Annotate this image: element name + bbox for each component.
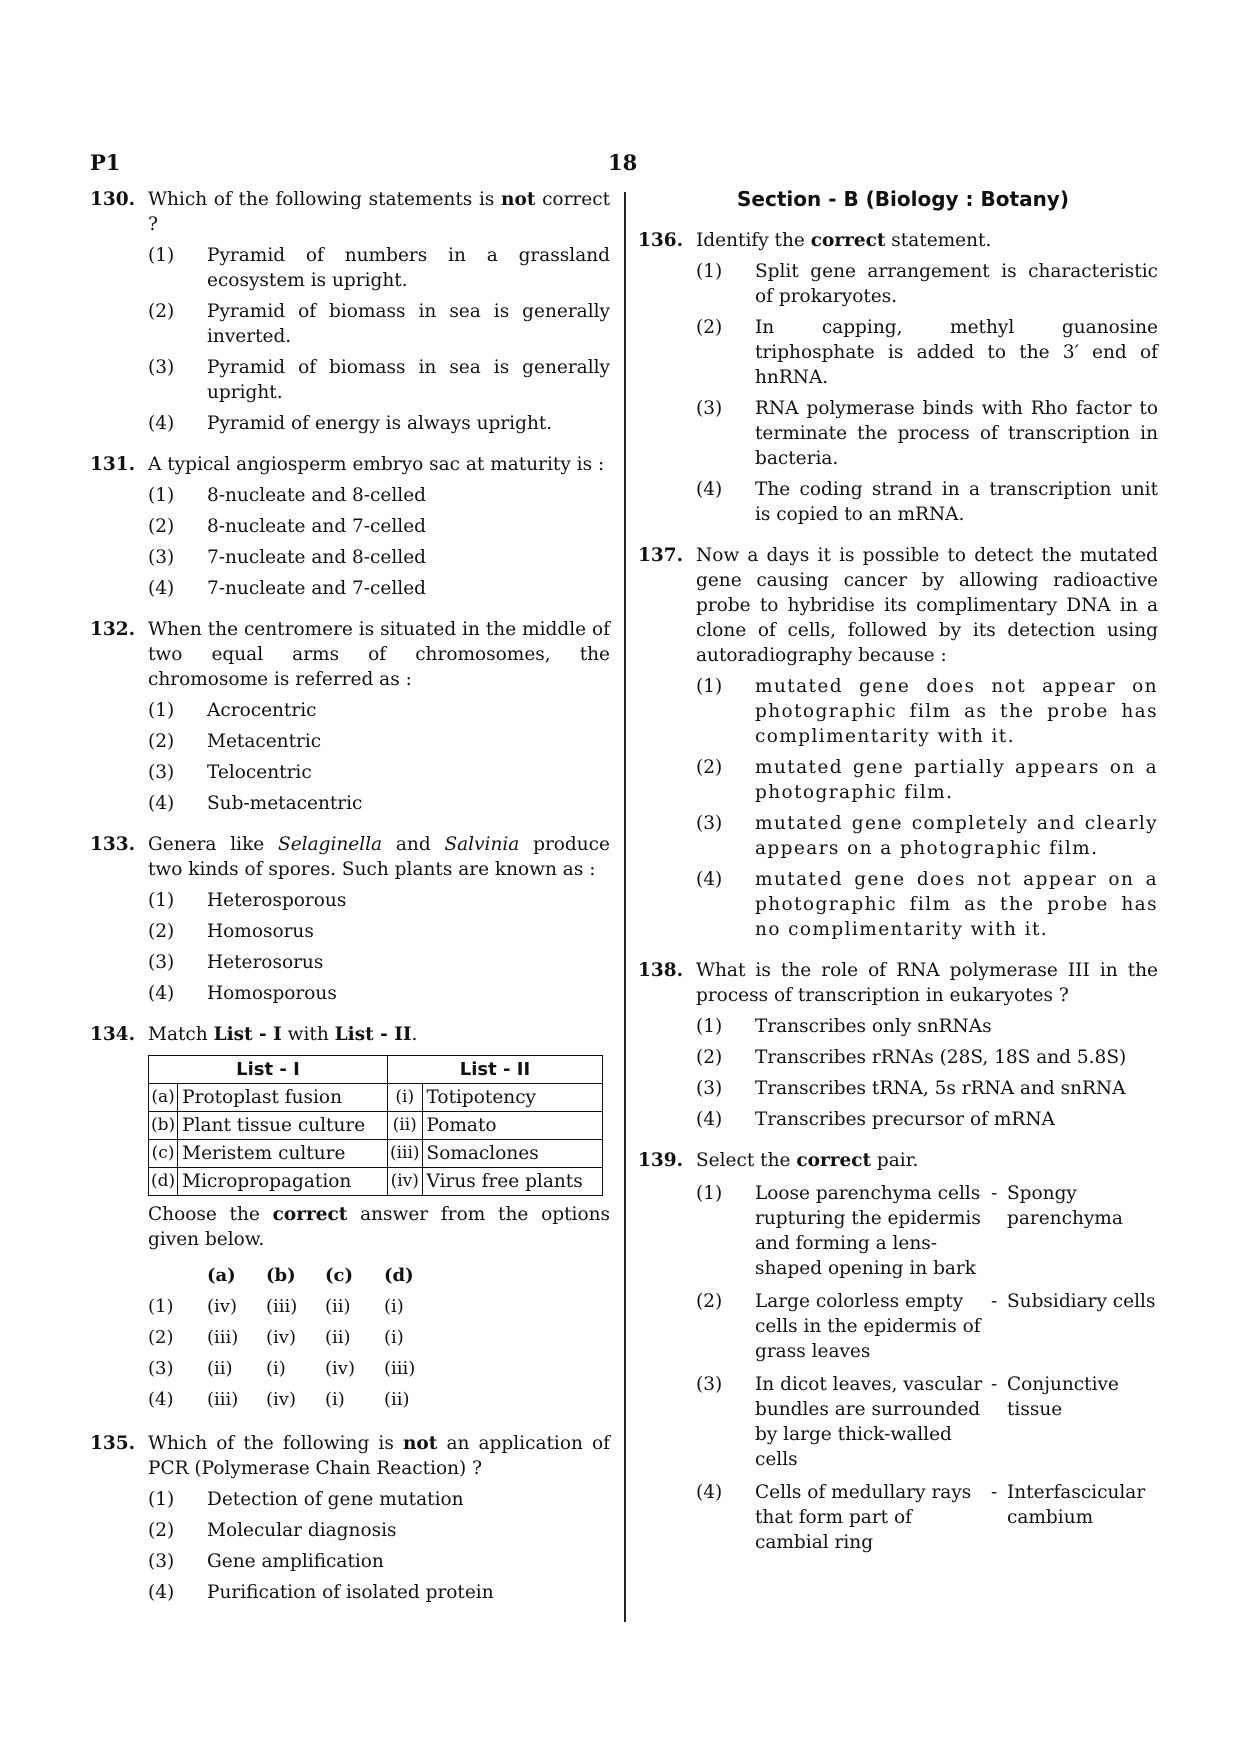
option: (3) Heterosorus	[148, 952, 324, 973]
option: (3) mutated gene completely and clearly appears on a photographic film.	[696, 813, 1158, 859]
question-number: 138.	[638, 960, 684, 981]
pair-option: (1) Loose parenchyma cells rupturing the epidermis and forming a lens-shaped opening in bark - Spongy parenchyma	[696, 1183, 1123, 1279]
answer-row: (4) (iii) (iv) (i) (ii)	[148, 1389, 410, 1410]
option: (3) 7-nucleate and 8-celled	[148, 547, 426, 568]
question-130	[90, 187, 610, 436]
question-text: Genera like Selaginella and Salvinia produce two kinds of spores. Such plants are known as :	[148, 834, 610, 880]
table-row: (d) Micropropagation (iv) Virus free plants	[149, 1168, 603, 1196]
option: (4) 7-nucleate and 7-celled	[148, 578, 426, 599]
question-number: 131.	[90, 454, 136, 475]
question-text: Select the correct pair.	[696, 1150, 919, 1171]
pair-option: (2) Large colorless empty cells in the epidermis of grass leaves - Subsidiary cells	[696, 1291, 1156, 1362]
answer-row: (2) (iii) (iv) (ii) (i)	[148, 1327, 404, 1348]
question-number: 139.	[638, 1150, 684, 1171]
option: (2) mutated gene partially appears on a photographic film.	[696, 757, 1158, 803]
option: (1) Transcribes only snRNAs	[696, 1016, 992, 1037]
match-table	[148, 1055, 603, 1196]
option: (4) Transcribes precursor of mRNA	[696, 1109, 1055, 1130]
question-132	[90, 617, 610, 816]
page-number: 18	[608, 150, 638, 175]
question-number: 137.	[638, 545, 684, 566]
option: (3) Pyramid of biomass in sea is generally upright.	[148, 357, 610, 403]
option: (4) The coding strand in a transcription unit is copied to an mRNA.	[696, 479, 1158, 525]
question-number: 134.	[90, 1024, 136, 1045]
option: (3) Gene amplification	[148, 1551, 384, 1572]
section-title: Section - B (Biology : Botany)	[737, 187, 1069, 211]
question-138	[638, 958, 1158, 1132]
option: (3) RNA polymerase binds with Rho factor to terminate the process of transcription in bacteria.	[696, 398, 1158, 469]
question-136	[638, 228, 1158, 527]
question-text: Which of the following statements is not correct ?	[148, 189, 611, 235]
option: (4) Sub-metacentric	[148, 793, 363, 814]
option: (4) mutated gene does not appear on a photographic film as the probe has no complimentarity with it.	[696, 869, 1158, 940]
option: (3) Telocentric	[148, 762, 312, 783]
option: (2) Metacentric	[148, 731, 322, 752]
option: (1) Pyramid of numbers in a grassland ecosystem is upright.	[148, 245, 610, 291]
page-code: P1	[90, 150, 121, 175]
option: (1) Split gene arrangement is characteristic of prokaryotes.	[696, 261, 1158, 307]
option: (1) Acrocentric	[148, 700, 317, 721]
option: (3) Transcribes tRNA, 5s rRNA and snRNA	[696, 1078, 1126, 1099]
pair-option: (4) Cells of medullary rays that form part of cambial ring - Interfascicular cambium	[696, 1482, 1146, 1553]
question-text: Identify the correct statement.	[696, 230, 992, 251]
table-row: (b) Plant tissue culture (ii) Pomato	[149, 1112, 603, 1140]
question-text: Now a days it is possible to detect the mutated gene causing cancer by allowing radioactive probe to hybridise its complimentary DNA in a clone of cells, followed by its detection using autoradiography because :	[696, 545, 1158, 666]
option: (4) Pyramid of energy is always upright.	[148, 413, 553, 434]
question-number: 133.	[90, 834, 136, 855]
answer-grid: (a) (b) (c) (d) (1) (iv) (iii) (ii) (i) (2) (iii) (iv) (ii) (i) (3) (ii) (i) (iv) (iii) (4) (iii) (iv) (i) (ii)	[148, 1260, 443, 1415]
option: (2) In capping, methyl guanosine triphosphate is added to the 3′ end of hnRNA.	[696, 317, 1158, 388]
left-column	[90, 187, 610, 1621]
answer-row: (3) (ii) (i) (iv) (iii)	[148, 1358, 416, 1379]
question-139	[638, 1148, 1158, 1555]
table-header: List - II	[387, 1056, 602, 1084]
option: (4) Homosporous	[148, 983, 337, 1004]
question-134	[90, 1022, 610, 1415]
option: (2) Pyramid of biomass in sea is generally inverted.	[148, 301, 610, 347]
option: (1) Heterosporous	[148, 890, 347, 911]
option: (2) Homosorus	[148, 921, 314, 942]
table-row: (c) Meristem culture (iii) Somaclones	[149, 1140, 603, 1168]
question-137	[638, 543, 1158, 942]
pair-option: (3) In dicot leaves, vascular bundles are surrounded by large thick-walled cells - Conjunctive tissue	[696, 1374, 1119, 1470]
question-number: 135.	[90, 1433, 136, 1454]
question-number: 136.	[638, 230, 684, 251]
answer-row: (1) (iv) (iii) (ii) (i)	[148, 1296, 404, 1317]
option: (2) Molecular diagnosis	[148, 1520, 397, 1541]
question-text: What is the role of RNA polymerase III in the process of transcription in eukaryotes ?	[696, 960, 1158, 1006]
instruction-text: Choose the correct answer from the options given below.	[148, 1204, 610, 1250]
column-divider	[624, 192, 626, 1622]
table-header: List - I	[149, 1056, 388, 1084]
question-number: 132.	[90, 619, 136, 640]
question-text: When the centromere is situated in the middle of two equal arms of chromosomes, the chromosome is referred as :	[148, 619, 610, 690]
question-text: Which of the following is not an application of PCR (Polymerase Chain Reaction) ?	[148, 1433, 610, 1479]
option: (1) Detection of gene mutation	[148, 1489, 464, 1510]
question-131	[90, 452, 610, 601]
question-text: A typical angiosperm embryo sac at maturity is :	[148, 454, 605, 475]
question-135	[90, 1431, 610, 1605]
table-row: (a) Protoplast fusion (i) Totipotency	[149, 1084, 603, 1112]
option: (2) Transcribes rRNAs (28S, 18S and 5.8S)	[696, 1047, 1127, 1068]
question-133	[90, 832, 610, 1006]
question-number: 130.	[90, 189, 136, 210]
option: (1) mutated gene does not appear on photographic film as the probe has complimentarity with it.	[696, 676, 1158, 747]
option: (2) 8-nucleate and 7-celled	[148, 516, 426, 537]
option: (4) Purification of isolated protein	[148, 1582, 494, 1603]
right-column	[638, 187, 1158, 1571]
question-text: Match List - I with List - II.	[148, 1024, 418, 1045]
option: (1) 8-nucleate and 8-celled	[148, 485, 426, 506]
